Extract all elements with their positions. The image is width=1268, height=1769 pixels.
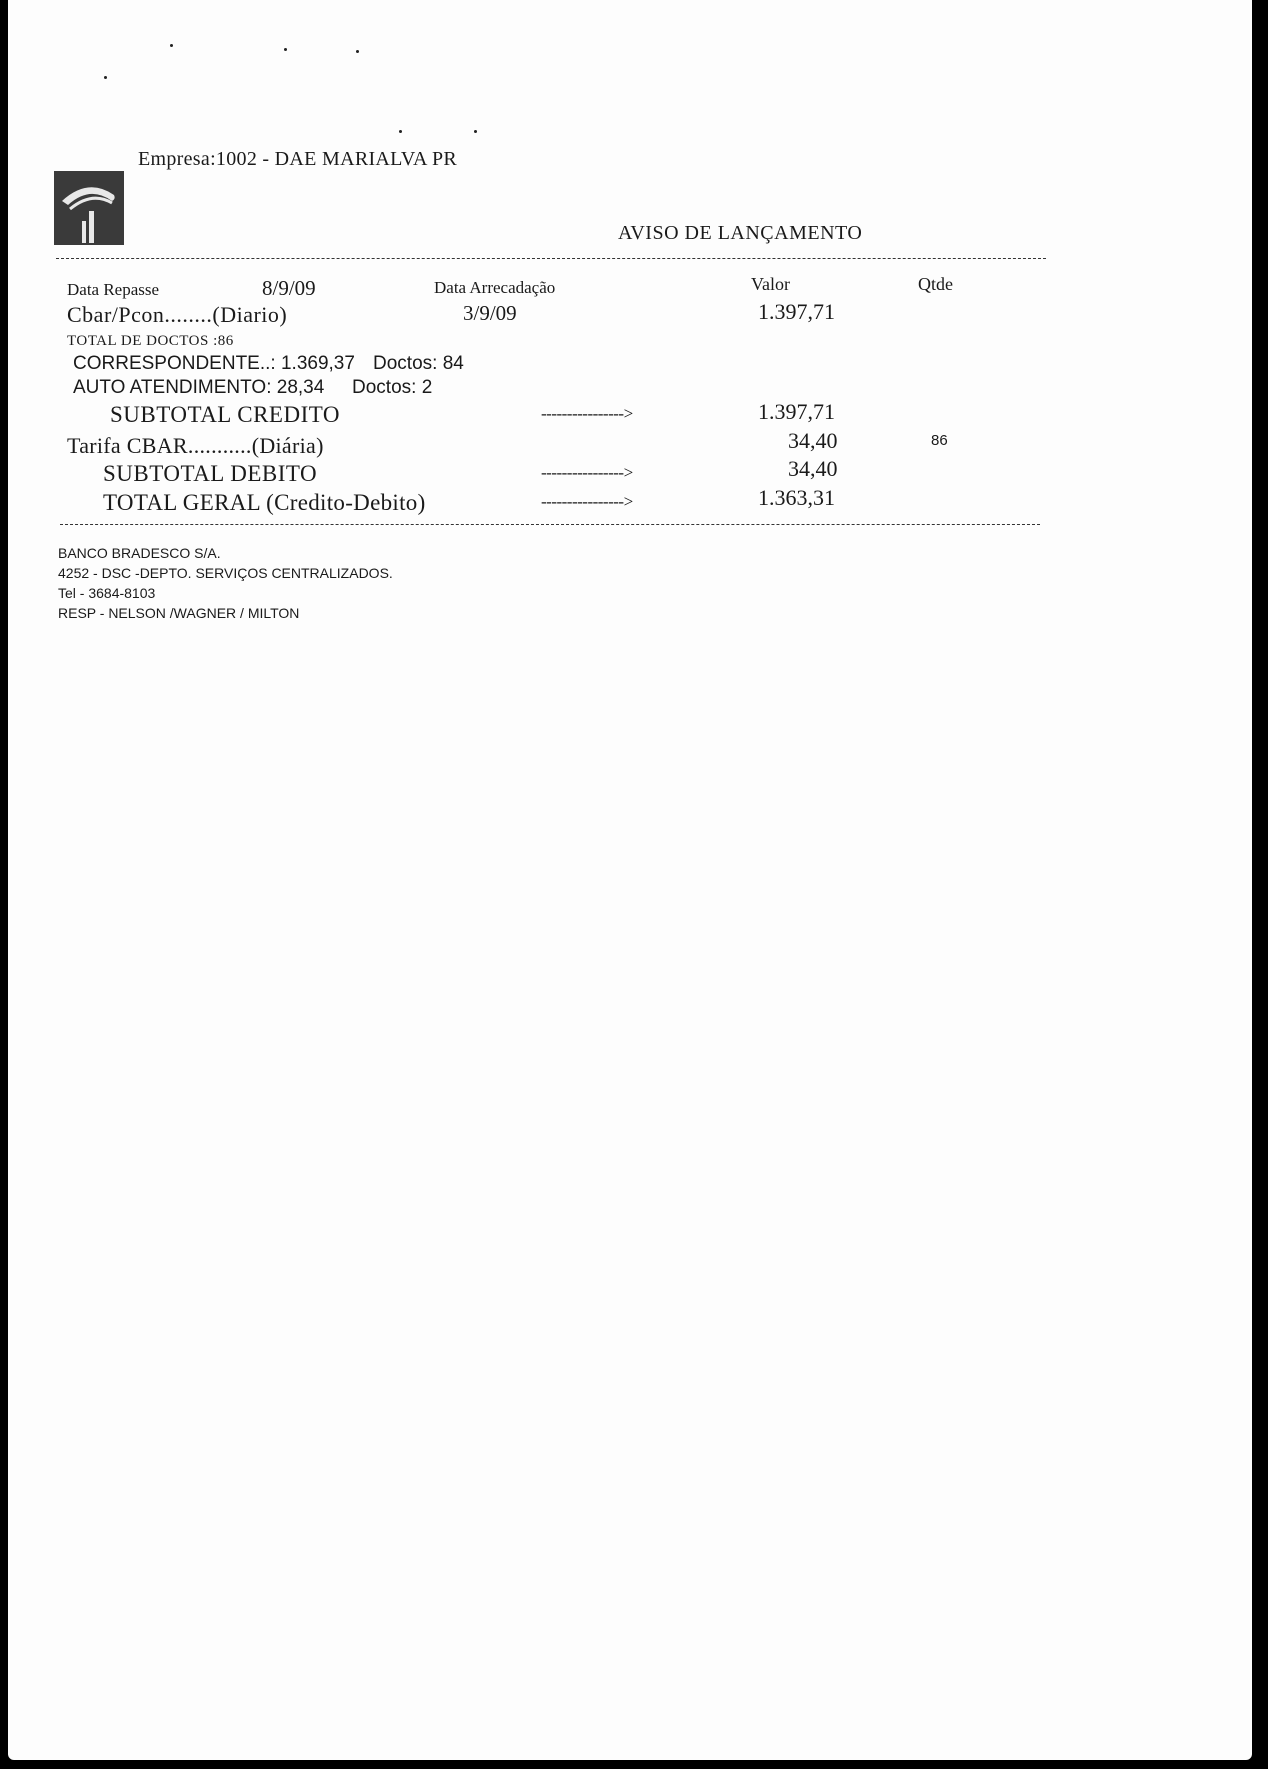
footer-phone: Tel - 3684-8103 [58, 585, 156, 601]
cbar-value: 1.397,71 [758, 299, 835, 324]
footer-department: 4252 - DSC -DEPTO. SERVIÇOS CENTRALIZADOS. [58, 565, 393, 581]
total-doctos: TOTAL DE DOCTOS :86 [67, 333, 234, 349]
company-label: Empresa:1002 - DAE MARIALVA PR [138, 148, 458, 170]
correspondente-doctos: Doctos: 84 [373, 353, 464, 374]
data-repasse-value: 8/9/09 [262, 276, 316, 300]
correspondente-line: CORRESPONDENTE..: 1.369,37 [73, 353, 355, 374]
divider-bottom [60, 524, 1040, 525]
subtotal-debito-label: SUBTOTAL DEBITO [103, 461, 318, 486]
tarifa-qtde: 86 [931, 432, 948, 449]
valor-label: Valor [751, 274, 790, 294]
scan-speck [170, 44, 173, 47]
scan-speck [399, 130, 402, 133]
document-title: AVISO DE LANÇAMENTO [618, 222, 863, 244]
footer-responsible: RESP - NELSON /WAGNER / MILTON [58, 605, 300, 621]
scan-speck [284, 48, 287, 51]
data-arrecadacao-label: Data Arrecadação [434, 278, 556, 297]
total-geral-value: 1.363,31 [758, 485, 835, 510]
footer-bank: BANCO BRADESCO S/A. [58, 545, 221, 561]
auto-atendimento-doctos: Doctos: 2 [352, 377, 433, 398]
divider-top [56, 258, 1046, 259]
subtotal-debito-value: 34,40 [788, 456, 838, 481]
scan-speck [356, 50, 359, 53]
auto-atendimento-line: AUTO ATENDIMENTO: 28,34 [73, 377, 325, 398]
tarifa-value: 34,40 [788, 428, 838, 453]
bradesco-logo-icon [54, 171, 124, 245]
subtotal-credito-arrow: ----------------> [541, 404, 633, 423]
document-page [8, 0, 1252, 1760]
scan-speck [104, 76, 107, 79]
cbar-date: 3/9/09 [463, 301, 517, 325]
data-repasse-label: Data Repasse [67, 280, 160, 299]
cbar-label: Cbar/Pcon........(Diario) [67, 302, 288, 327]
subtotal-debito-arrow: ----------------> [541, 463, 633, 482]
tarifa-label: Tarifa CBAR...........(Diária) [67, 433, 324, 458]
total-geral-arrow: ----------------> [541, 492, 633, 511]
qtde-label: Qtde [918, 274, 953, 294]
total-geral-label: TOTAL GERAL (Credito-Debito) [103, 490, 426, 515]
subtotal-credito-value: 1.397,71 [758, 399, 835, 424]
subtotal-credito-label: SUBTOTAL CREDITO [110, 402, 340, 427]
scan-speck [474, 130, 477, 133]
